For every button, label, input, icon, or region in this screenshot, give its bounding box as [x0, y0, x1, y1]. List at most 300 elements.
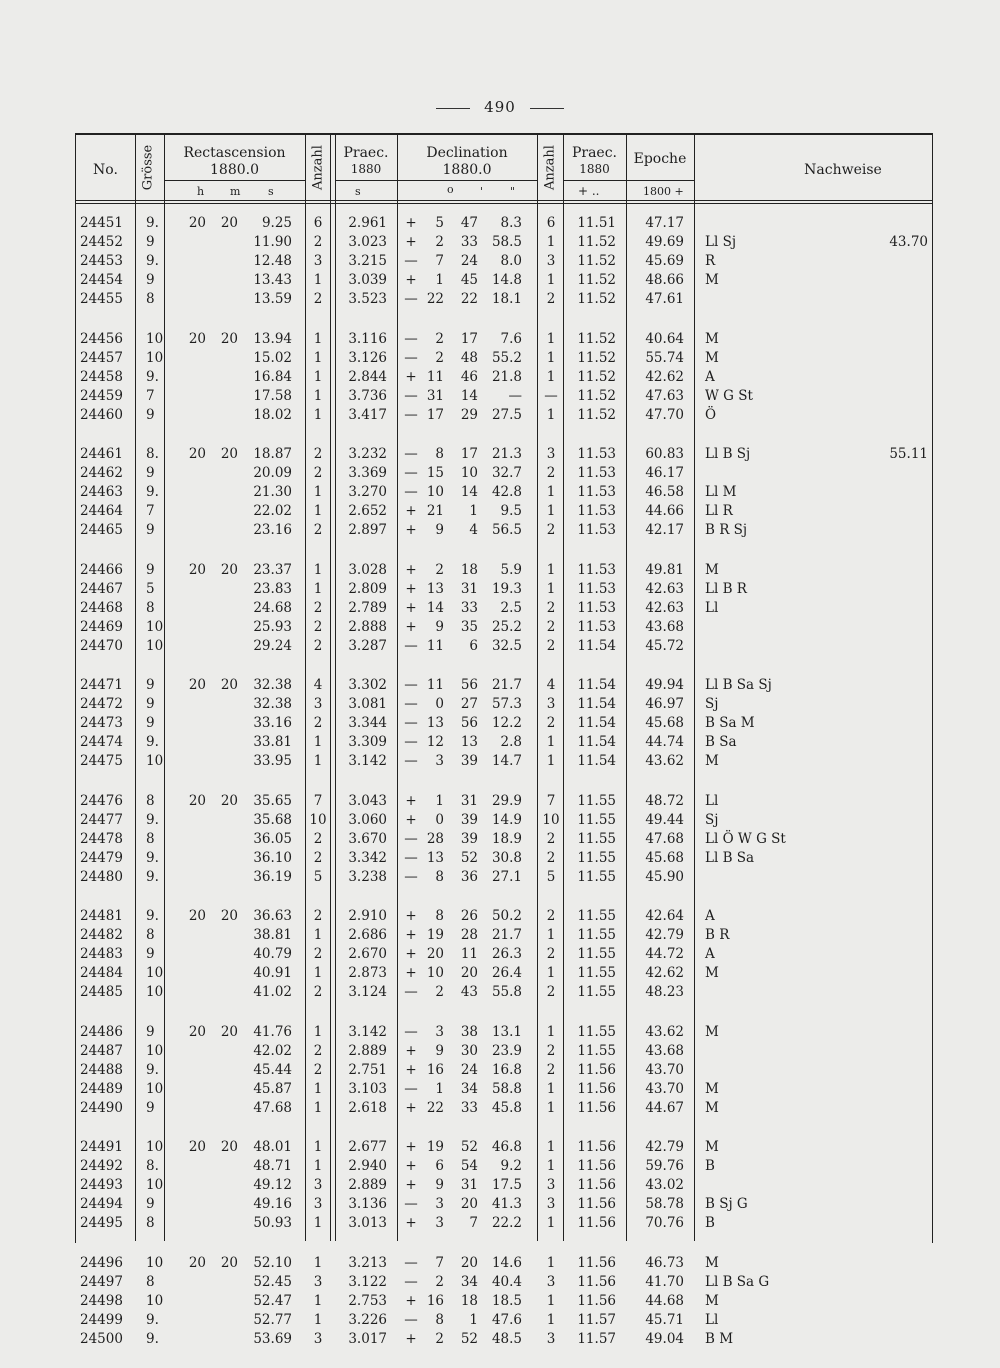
cell-magnitude: 9: [146, 1099, 155, 1116]
cell-epoch: 47.63: [645, 387, 684, 404]
cell-decl-arcsec: 55.2: [491, 349, 522, 366]
cell-ra-count: 1: [313, 1254, 323, 1271]
cell-decl-arcsec: 26.4: [491, 965, 522, 982]
cell-ra-count: 1: [313, 561, 323, 578]
cell-decl-count: 1: [546, 1080, 556, 1097]
cell-decl-count: 2: [546, 618, 556, 635]
cell-decl-precession: 11.57: [577, 1330, 616, 1347]
table-row: [0, 369, 1000, 388]
cell-ra-hours: 20: [188, 1139, 206, 1155]
cell-ra-precession: 3.124: [348, 984, 387, 1001]
cell-decl-precession: 11.52: [577, 253, 616, 270]
cell-ra-seconds: 9.25: [261, 215, 292, 231]
table-row: [0, 1177, 1000, 1196]
cell-magnitude: 8: [146, 927, 155, 944]
cell-number: 24485: [80, 984, 123, 1001]
cell-decl-degrees: 11: [426, 637, 444, 654]
cell-decl-count: 1: [546, 330, 556, 347]
cell-ra-seconds: 20.09: [253, 465, 292, 482]
cell-ra-precession: 3.287: [348, 637, 387, 654]
cell-epoch: 70.76: [645, 1215, 684, 1232]
cell-decl-arcsec: 7.6: [500, 330, 522, 347]
cell-decl-sign: +: [405, 965, 417, 982]
cell-decl-degrees: 15: [426, 465, 444, 482]
cell-ra-seconds: 23.37: [253, 561, 292, 578]
cell-ra-minutes: 20: [220, 1139, 238, 1155]
cell-magnitude: 8: [146, 291, 155, 308]
cell-decl-arcsec: 23.9: [491, 1042, 522, 1059]
cell-ra-count: 3: [313, 1196, 323, 1213]
cell-ra-count: 1: [313, 368, 323, 385]
table-row: [0, 562, 1000, 581]
cell-references: M: [705, 1292, 719, 1309]
cell-decl-sign: —: [404, 291, 418, 308]
cell-magnitude: 9: [146, 406, 155, 423]
cell-decl-count: 1: [546, 1311, 556, 1328]
cell-decl-degrees: 3: [435, 1023, 444, 1040]
cell-references: M: [705, 1099, 719, 1116]
table-row: [0, 234, 1000, 253]
cell-decl-sign: +: [405, 215, 417, 231]
cell-number: 24496: [80, 1254, 123, 1271]
cell-decl-arcmin: 7: [469, 1215, 478, 1232]
cell-references: Ll B R: [705, 580, 747, 597]
cell-decl-arcmin: 24: [460, 253, 478, 270]
cell-decl-degrees: 9: [435, 522, 444, 539]
cell-magnitude: 7: [146, 503, 155, 520]
cell-decl-degrees: 9: [435, 1042, 444, 1059]
cell-epoch: 42.17: [645, 522, 684, 539]
cell-decl-sign: +: [405, 618, 417, 635]
cell-ra-seconds: 52.45: [253, 1273, 292, 1290]
cell-epoch: 60.83: [645, 446, 684, 462]
table-row: [0, 850, 1000, 869]
cell-ra-seconds: 42.02: [253, 1042, 292, 1059]
cell-ra-minutes: 20: [220, 677, 238, 693]
cell-ra-precession: 3.028: [348, 561, 387, 578]
cell-decl-count: 1: [546, 561, 556, 578]
cell-decl-count: 2: [546, 908, 556, 924]
cell-ra-seconds: 29.24: [253, 637, 292, 654]
cell-epoch: 46.73: [645, 1254, 684, 1271]
cell-decl-count: 1: [546, 368, 556, 385]
cell-ra-count: 1: [313, 734, 323, 751]
cell-ra-precession: 2.618: [348, 1099, 387, 1116]
cell-decl-precession: 11.55: [577, 965, 616, 982]
cell-decl-precession: 11.54: [577, 696, 616, 713]
cell-decl-arcmin: 39: [460, 753, 478, 770]
cell-ra-count: 2: [313, 830, 323, 847]
table-row: [0, 1139, 1000, 1158]
cell-ra-seconds: 13.94: [253, 330, 292, 347]
cell-epoch: 43.02: [645, 1177, 684, 1194]
cell-decl-degrees: 2: [435, 1273, 444, 1290]
header-praec: Praec.: [343, 145, 389, 161]
cell-decl-precession: 11.52: [577, 291, 616, 308]
cell-decl-arcmin: 29: [460, 406, 478, 423]
cell-ra-precession: 3.126: [348, 349, 387, 366]
cell-ra-seconds: 22.02: [253, 503, 292, 520]
subheader-rule: [626, 180, 694, 181]
cell-decl-arcmin: 17: [460, 446, 478, 462]
header-declination: Declination: [426, 145, 508, 161]
cell-decl-precession: 11.56: [577, 1099, 616, 1116]
cell-ra-precession: 3.736: [348, 387, 387, 404]
cell-decl-degrees: 28: [426, 830, 444, 847]
cell-ra-precession: 2.889: [348, 1177, 387, 1194]
table-row: [0, 734, 1000, 753]
cell-decl-count: 1: [546, 753, 556, 770]
table-row: [0, 407, 1000, 426]
cell-magnitude: 7: [146, 387, 155, 404]
cell-ra-precession: 3.270: [348, 484, 387, 501]
cell-decl-sign: —: [404, 406, 418, 423]
subheader-rule: [563, 180, 626, 181]
cell-decl-sign: +: [405, 561, 417, 578]
cell-ra-seconds: 17.58: [253, 387, 292, 404]
cell-epoch: 43.68: [645, 1042, 684, 1059]
cell-ra-count: 7: [313, 792, 323, 809]
cell-decl-precession: 11.54: [577, 734, 616, 751]
cell-number: 24478: [80, 830, 123, 847]
table-row: [0, 1331, 1000, 1350]
cell-number: 24491: [80, 1139, 123, 1155]
cell-decl-arcmin: 56: [460, 677, 478, 693]
cell-epoch: 42.63: [645, 580, 684, 597]
cell-ra-seconds: 21.30: [253, 484, 292, 501]
cell-number: 24497: [80, 1273, 123, 1290]
cell-decl-arcmin: 1: [469, 503, 478, 520]
cell-ra-count: 1: [313, 1023, 323, 1040]
cell-ra-hours: 20: [188, 330, 206, 347]
cell-ra-precession: 3.136: [348, 1196, 387, 1213]
cell-decl-arcsec: 21.8: [491, 368, 522, 385]
cell-decl-precession: 11.55: [577, 1042, 616, 1059]
cell-decl-arcsec: —: [508, 387, 522, 404]
cell-decl-arcsec: 26.3: [491, 946, 522, 963]
cell-epoch: 48.23: [645, 984, 684, 1001]
cell-decl-degrees: 22: [426, 1099, 444, 1116]
cell-decl-arcmin: 26: [460, 908, 478, 924]
cell-decl-precession: 11.52: [577, 368, 616, 385]
cell-decl-degrees: 0: [435, 811, 444, 828]
cell-decl-precession: 11.54: [577, 715, 616, 732]
cell-decl-degrees: 22: [426, 291, 444, 308]
cell-references: Ll: [705, 1311, 719, 1328]
cell-ra-precession: 3.142: [348, 753, 387, 770]
cell-references: Ll: [705, 599, 719, 616]
cell-number: 24467: [80, 580, 123, 597]
cell-ra-precession: 2.753: [348, 1292, 387, 1309]
cell-decl-arcsec: 14.6: [491, 1254, 522, 1271]
cell-decl-arcsec: 19.3: [491, 580, 522, 597]
cell-decl-degrees: 21: [426, 503, 444, 520]
cell-number: 24495: [80, 1215, 123, 1232]
cell-epoch: 45.90: [645, 868, 684, 885]
cell-decl-count: 1: [546, 1292, 556, 1309]
cell-ra-count: 2: [313, 618, 323, 635]
cell-decl-sign: +: [405, 1177, 417, 1194]
cell-magnitude: 10: [146, 330, 164, 347]
cell-decl-degrees: 16: [426, 1061, 444, 1078]
cell-magnitude: 9: [146, 1196, 155, 1213]
cell-number: 24500: [80, 1330, 123, 1347]
cell-decl-degrees: 3: [435, 1196, 444, 1213]
cell-ra-count: 1: [313, 387, 323, 404]
cell-ra-precession: 2.940: [348, 1158, 387, 1175]
cell-decl-sign: +: [405, 580, 417, 597]
cell-decl-arcmin: 46: [460, 368, 478, 385]
cell-decl-sign: +: [405, 792, 417, 809]
cell-decl-count: 5: [546, 868, 556, 885]
table-row: [0, 908, 1000, 927]
cell-ra-count: 1: [313, 1311, 323, 1328]
cell-ra-precession: 2.686: [348, 927, 387, 944]
cell-ra-count: 3: [313, 1273, 323, 1290]
cell-decl-sign: +: [405, 234, 417, 251]
subheader-rule: [164, 180, 305, 181]
cell-epoch: 44.72: [645, 946, 684, 963]
cell-ra-precession: 3.103: [348, 1080, 387, 1097]
cell-number: 24483: [80, 946, 123, 963]
cell-references: Sj: [705, 811, 719, 828]
cell-references: Ll B Sa Sj: [705, 677, 772, 693]
cell-decl-sign: +: [405, 503, 417, 520]
cell-decl-arcsec: 58.5: [491, 234, 522, 251]
cell-magnitude: 9.: [146, 1061, 159, 1078]
header-anzahl: Anzahl: [310, 145, 326, 190]
cell-decl-arcmin: 27: [460, 696, 478, 713]
header-decl-epoch: 1880.0: [442, 162, 492, 178]
cell-decl-count: 7: [546, 792, 556, 809]
table-row: [0, 484, 1000, 503]
cell-decl-degrees: 19: [426, 927, 444, 944]
header-rect-epoch: 1880.0: [210, 162, 259, 178]
cell-magnitude: 9: [146, 522, 155, 539]
cell-ra-precession: 3.060: [348, 811, 387, 828]
cell-ra-seconds: 45.87: [253, 1080, 292, 1097]
subheader-rule: [397, 180, 537, 181]
cell-references: B R Sj: [705, 522, 748, 539]
cell-ra-count: 2: [313, 234, 323, 251]
cell-epoch: 45.68: [645, 715, 684, 732]
cell-decl-precession: 11.53: [577, 484, 616, 501]
cell-ra-count: 2: [313, 849, 323, 866]
cell-decl-sign: —: [404, 637, 418, 654]
cell-ra-precession: 3.081: [348, 696, 387, 713]
cell-epoch: 59.76: [645, 1158, 684, 1175]
header-no: No.: [93, 162, 118, 178]
cell-references: B: [705, 1215, 715, 1232]
cell-decl-arcmin: 18: [460, 1292, 478, 1309]
cell-ra-seconds: 36.63: [253, 908, 292, 924]
cell-magnitude: 9.: [146, 734, 159, 751]
cell-decl-degrees: 9: [435, 1177, 444, 1194]
cell-decl-arcmin: 33: [460, 1099, 478, 1116]
cell-ra-count: 6: [313, 215, 323, 231]
cell-magnitude: 9: [146, 696, 155, 713]
cell-epoch: 40.64: [645, 330, 684, 347]
cell-magnitude: 9.: [146, 849, 159, 866]
cell-references: M: [705, 349, 719, 366]
cell-decl-count: 1: [546, 234, 556, 251]
cell-decl-arcsec: 9.5: [500, 503, 522, 520]
cell-decl-degrees: 1: [435, 272, 444, 289]
cell-decl-arcmin: 1: [469, 1311, 478, 1328]
cell-references: M: [705, 561, 719, 578]
cell-epoch: 47.17: [645, 215, 684, 231]
cell-epoch: 42.79: [645, 927, 684, 944]
cell-magnitude: 8: [146, 1215, 155, 1232]
table-row: [0, 1274, 1000, 1293]
cell-ra-precession: 3.013: [348, 1215, 387, 1232]
cell-number: 24456: [80, 330, 123, 347]
cell-number: 24464: [80, 503, 123, 520]
cell-decl-arcmin: 43: [460, 984, 478, 1001]
cell-decl-degrees: 11: [426, 368, 444, 385]
cell-ra-precession: 3.232: [348, 446, 387, 462]
cell-decl-count: 2: [546, 984, 556, 1001]
cell-ra-count: 1: [313, 927, 323, 944]
cell-number: 24481: [80, 908, 123, 924]
cell-decl-count: 2: [546, 715, 556, 732]
cell-number: 24490: [80, 1099, 123, 1116]
cell-magnitude: 9.: [146, 868, 159, 885]
cell-ra-seconds: 53.69: [253, 1330, 292, 1347]
header-anzahl-decl: Anzahl: [542, 145, 558, 190]
cell-decl-precession: 11.55: [577, 868, 616, 885]
cell-decl-sign: —: [404, 446, 418, 462]
cell-decl-precession: 11.53: [577, 599, 616, 616]
cell-references: M: [705, 330, 719, 347]
cell-epoch: 45.72: [645, 637, 684, 654]
table-row: [0, 1062, 1000, 1081]
cell-ra-minutes: 20: [220, 215, 238, 231]
cell-epoch: 49.69: [645, 234, 684, 251]
cell-decl-sign: +: [405, 368, 417, 385]
cell-ra-seconds: 13.43: [253, 272, 292, 289]
cell-extra-epoch: 55.11: [889, 446, 928, 462]
cell-decl-arcsec: 45.8: [491, 1099, 522, 1116]
cell-ra-seconds: 50.93: [253, 1215, 292, 1232]
cell-ra-count: 5: [313, 868, 323, 885]
cell-magnitude: 10: [146, 965, 164, 982]
cell-decl-count: 1: [546, 1215, 556, 1232]
cell-ra-seconds: 18.87: [253, 446, 292, 462]
cell-decl-count: 1: [546, 927, 556, 944]
cell-decl-precession: 11.55: [577, 849, 616, 866]
header-rule: [75, 200, 933, 201]
cell-decl-sign: —: [404, 868, 418, 885]
cell-decl-precession: 11.53: [577, 561, 616, 578]
cell-decl-count: 2: [546, 522, 556, 539]
cell-decl-arcsec: 50.2: [491, 908, 522, 924]
cell-epoch: 48.72: [645, 792, 684, 809]
cell-epoch: 42.62: [645, 965, 684, 982]
cell-decl-arcsec: 14.8: [491, 272, 522, 289]
cell-decl-precession: 11.55: [577, 830, 616, 847]
cell-epoch: 44.66: [645, 503, 684, 520]
cell-decl-sign: +: [405, 946, 417, 963]
cell-decl-count: 1: [546, 965, 556, 982]
cell-ra-precession: 2.809: [348, 580, 387, 597]
cell-epoch: 45.69: [645, 253, 684, 270]
table-row: [0, 581, 1000, 600]
cell-decl-count: 1: [546, 406, 556, 423]
table-row: [0, 253, 1000, 272]
table-row: [0, 522, 1000, 541]
cell-ra-count: 1: [313, 1080, 323, 1097]
cell-decl-precession: 11.56: [577, 1292, 616, 1309]
cell-decl-degrees: 16: [426, 1292, 444, 1309]
cell-decl-precession: 11.56: [577, 1254, 616, 1271]
cell-decl-sign: —: [404, 734, 418, 751]
cell-epoch: 43.68: [645, 618, 684, 635]
cell-decl-degrees: 1: [435, 792, 444, 809]
cell-ra-count: 2: [313, 984, 323, 1001]
cell-decl-sign: +: [405, 272, 417, 289]
cell-magnitude: 10: [146, 1042, 164, 1059]
cell-references: M: [705, 1139, 719, 1155]
cell-number: 24475: [80, 753, 123, 770]
cell-decl-arcmin: 6: [469, 637, 478, 654]
table-row: [0, 1196, 1000, 1215]
cell-decl-arcsec: 57.3: [491, 696, 522, 713]
cell-number: 24493: [80, 1177, 123, 1194]
cell-decl-arcsec: 46.8: [491, 1139, 522, 1155]
cell-ra-precession: 2.873: [348, 965, 387, 982]
cell-ra-precession: 2.897: [348, 522, 387, 539]
cell-decl-count: 2: [546, 849, 556, 866]
header-s: s: [268, 185, 274, 198]
cell-ra-precession: 2.670: [348, 946, 387, 963]
table-row: [0, 946, 1000, 965]
cell-magnitude: 8.: [146, 446, 159, 462]
cell-magnitude: 8: [146, 599, 155, 616]
cell-ra-seconds: 35.68: [253, 811, 292, 828]
table-row: [0, 965, 1000, 984]
cell-decl-degrees: 8: [435, 1311, 444, 1328]
table-row: [0, 331, 1000, 350]
cell-magnitude: 9: [146, 561, 155, 578]
cell-ra-seconds: 40.79: [253, 946, 292, 963]
cell-ra-seconds: 16.84: [253, 368, 292, 385]
cell-number: 24463: [80, 484, 123, 501]
cell-decl-arcmin: 22: [460, 291, 478, 308]
cell-decl-arcmin: 34: [460, 1080, 478, 1097]
cell-decl-arcsec: 9.2: [500, 1158, 522, 1175]
cell-ra-precession: 2.751: [348, 1061, 387, 1078]
cell-decl-sign: —: [404, 387, 418, 404]
cell-decl-precession: 11.55: [577, 927, 616, 944]
cell-decl-degrees: 7: [435, 253, 444, 270]
cell-decl-arcmin: 52: [460, 1139, 478, 1155]
cell-ra-count: 10: [309, 811, 327, 828]
cell-decl-sign: —: [404, 1023, 418, 1040]
cell-decl-count: 6: [546, 215, 556, 231]
cell-decl-arcsec: 32.5: [491, 637, 522, 654]
cell-ra-count: 2: [313, 599, 323, 616]
cell-number: 24473: [80, 715, 123, 732]
cell-epoch: 43.62: [645, 753, 684, 770]
cell-decl-precession: 11.52: [577, 330, 616, 347]
table-row: [0, 1312, 1000, 1331]
cell-references: A: [705, 368, 715, 385]
cell-ra-count: 2: [313, 715, 323, 732]
cell-ra-count: 3: [313, 1330, 323, 1347]
cell-decl-precession: 11.55: [577, 811, 616, 828]
cell-ra-hours: 20: [188, 215, 206, 231]
